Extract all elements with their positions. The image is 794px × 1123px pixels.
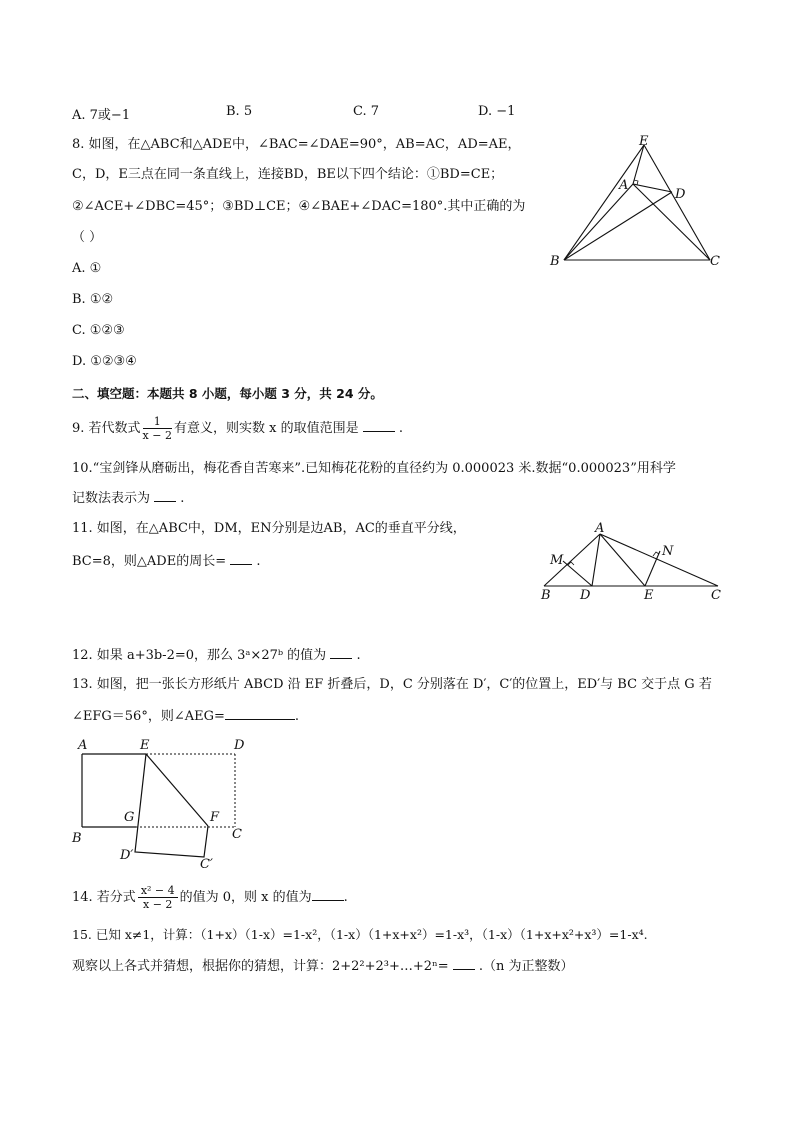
- q13-text-line2: ∠EFG＝56°，则∠AEG=: [72, 709, 225, 724]
- q11-question-line2: [72, 552, 261, 571]
- section-heading-fill-blank: 二、填空题：本题共 8 小题，每小题 3 分，共 24 分。: [72, 386, 383, 401]
- q8-option-c: C. ①②③: [72, 323, 125, 338]
- q14-end-period: .: [343, 890, 348, 905]
- q11-answer-blank[interactable]: [230, 552, 252, 565]
- q8-triangle-figure: [540, 134, 730, 274]
- q12-answer-blank[interactable]: [330, 646, 352, 659]
- q8-label-c: C: [710, 254, 720, 269]
- q13-label-d: D: [234, 738, 245, 753]
- q11-label-m: M: [550, 553, 564, 568]
- q13-end-period: .: [294, 709, 300, 724]
- q9-text-suffix: 有意义，则实数 x 的取值范围是: [173, 421, 359, 436]
- q14-fraction: [138, 884, 178, 911]
- q13-label-c-prime: C′: [200, 857, 213, 872]
- q10-answer-blank[interactable]: [154, 489, 176, 502]
- q8-label-b: B: [550, 254, 560, 269]
- q14-text-suffix: 的值为 0，则 x 的值为: [179, 890, 312, 905]
- q11-label-n: N: [662, 544, 674, 559]
- q12-question: [72, 646, 361, 665]
- q15-text-line1: 15. 已知 x≠1，计算：（1+x）（1-x）=1-x²，（1-x）（1+x+x²）=1-x³，（1-x）（1+x+x²+x³）=1-x⁴.: [72, 927, 648, 942]
- q10-text-line1: 10.“宝剑锋从磨砺出，梅花香自苦寒来”.已知梅花花粉的直径约为 0.000023 米.数据“0.000023”用科学: [72, 461, 676, 476]
- q13-label-g: G: [124, 810, 135, 825]
- q12-text: 12. 如果 a+3b-2=0，那么 3ᵃ×27ᵇ 的值为: [72, 648, 327, 663]
- q15-question-line2: [72, 957, 574, 976]
- q9-text-prefix: 9. 若代数式: [72, 421, 141, 436]
- q8-label-a: A: [619, 178, 629, 193]
- q8-label-d: D: [675, 187, 686, 202]
- q11-label-d: D: [580, 588, 591, 603]
- q8-option-d: D. ①②③④: [72, 354, 137, 369]
- q9-end-period: .: [398, 421, 403, 436]
- q8-text-line3: ②∠ACE+∠DBC=45°；③BD⊥CE；④∠BAE+∠DAC=180°.其中正确的为: [72, 199, 526, 214]
- q11-label-b: B: [541, 588, 551, 603]
- q12-end-period: .: [356, 648, 361, 663]
- q7-option-d: D. −1: [478, 104, 516, 119]
- q9-fraction: [143, 415, 172, 442]
- q15-answer-blank[interactable]: [453, 957, 475, 970]
- q8-option-a: A. ①: [72, 261, 102, 276]
- q9-answer-blank[interactable]: [363, 419, 395, 432]
- q13-label-a: A: [78, 738, 88, 753]
- q9-fraction-denominator: x − 2: [142, 429, 172, 442]
- q13-label-c: C: [232, 827, 242, 842]
- q14-fraction-denominator: x − 2: [143, 898, 173, 911]
- q13-question-line2: [72, 707, 299, 726]
- q11-end-period: .: [256, 554, 261, 569]
- q8-text-line1: 8. 如图，在△ABC和△ADE中，∠BAC=∠DAE=90°，AB=AC，AD=AE，: [72, 137, 521, 152]
- q15-text-line2: 观察以上各式并猜想，根据你的猜想，计算：2+2²+2³+…+2ⁿ=: [72, 959, 449, 974]
- q7-option-c: C. 7: [353, 104, 380, 119]
- q11-triangle-figure: [534, 518, 734, 604]
- q11-text-line2: BC=8，则△ADE的周长=: [72, 554, 227, 569]
- q11-text-line1: 11. 如图，在△ABC中，DM，EN分别是边AB，AC的垂直平分线，: [72, 521, 466, 536]
- q8-answer-brackets: （ ）: [72, 230, 103, 245]
- q14-fraction-numerator: x² − 4: [138, 884, 178, 898]
- q11-label-e: E: [644, 588, 654, 603]
- q14-answer-blank[interactable]: [312, 888, 344, 901]
- q13-label-d-prime: D′: [120, 848, 134, 863]
- q7-option-b: B. 5: [226, 104, 253, 119]
- q9-fraction-numerator: 1: [143, 415, 172, 429]
- q7-option-a: A. 7或−1: [72, 108, 131, 123]
- q11-label-c: C: [711, 588, 721, 603]
- q14-text-prefix: 14. 若分式: [72, 890, 136, 905]
- q13-folded-rectangle-figure: [68, 732, 258, 872]
- q13-label-b: B: [72, 831, 82, 846]
- q8-text-line2: C，D，E三点在同一条直线上，连接BD，BE以下四个结论：①BD=CE；: [72, 167, 504, 182]
- q13-answer-blank[interactable]: [225, 707, 295, 720]
- q8-option-b: B. ①②: [72, 292, 114, 307]
- q8-label-e: E: [639, 134, 649, 149]
- q13-label-e: E: [140, 738, 150, 753]
- q10-question-line2: [72, 489, 184, 508]
- q9-question: [72, 414, 403, 444]
- q11-label-a: A: [595, 521, 605, 536]
- q14-question: [72, 883, 348, 913]
- q15-end-note: .（n 为正整数）: [478, 959, 574, 974]
- q10-text-line2: 记数法表示为: [72, 491, 151, 506]
- q10-end-period: .: [180, 491, 185, 506]
- q13-label-f: F: [210, 810, 220, 825]
- q13-text-line1: 13. 如图，把一张长方形纸片 ABCD 沿 EF 折叠后，D，C 分别落在 D′，C′的位置上，ED′与 BC 交于点 G 若: [72, 677, 712, 692]
